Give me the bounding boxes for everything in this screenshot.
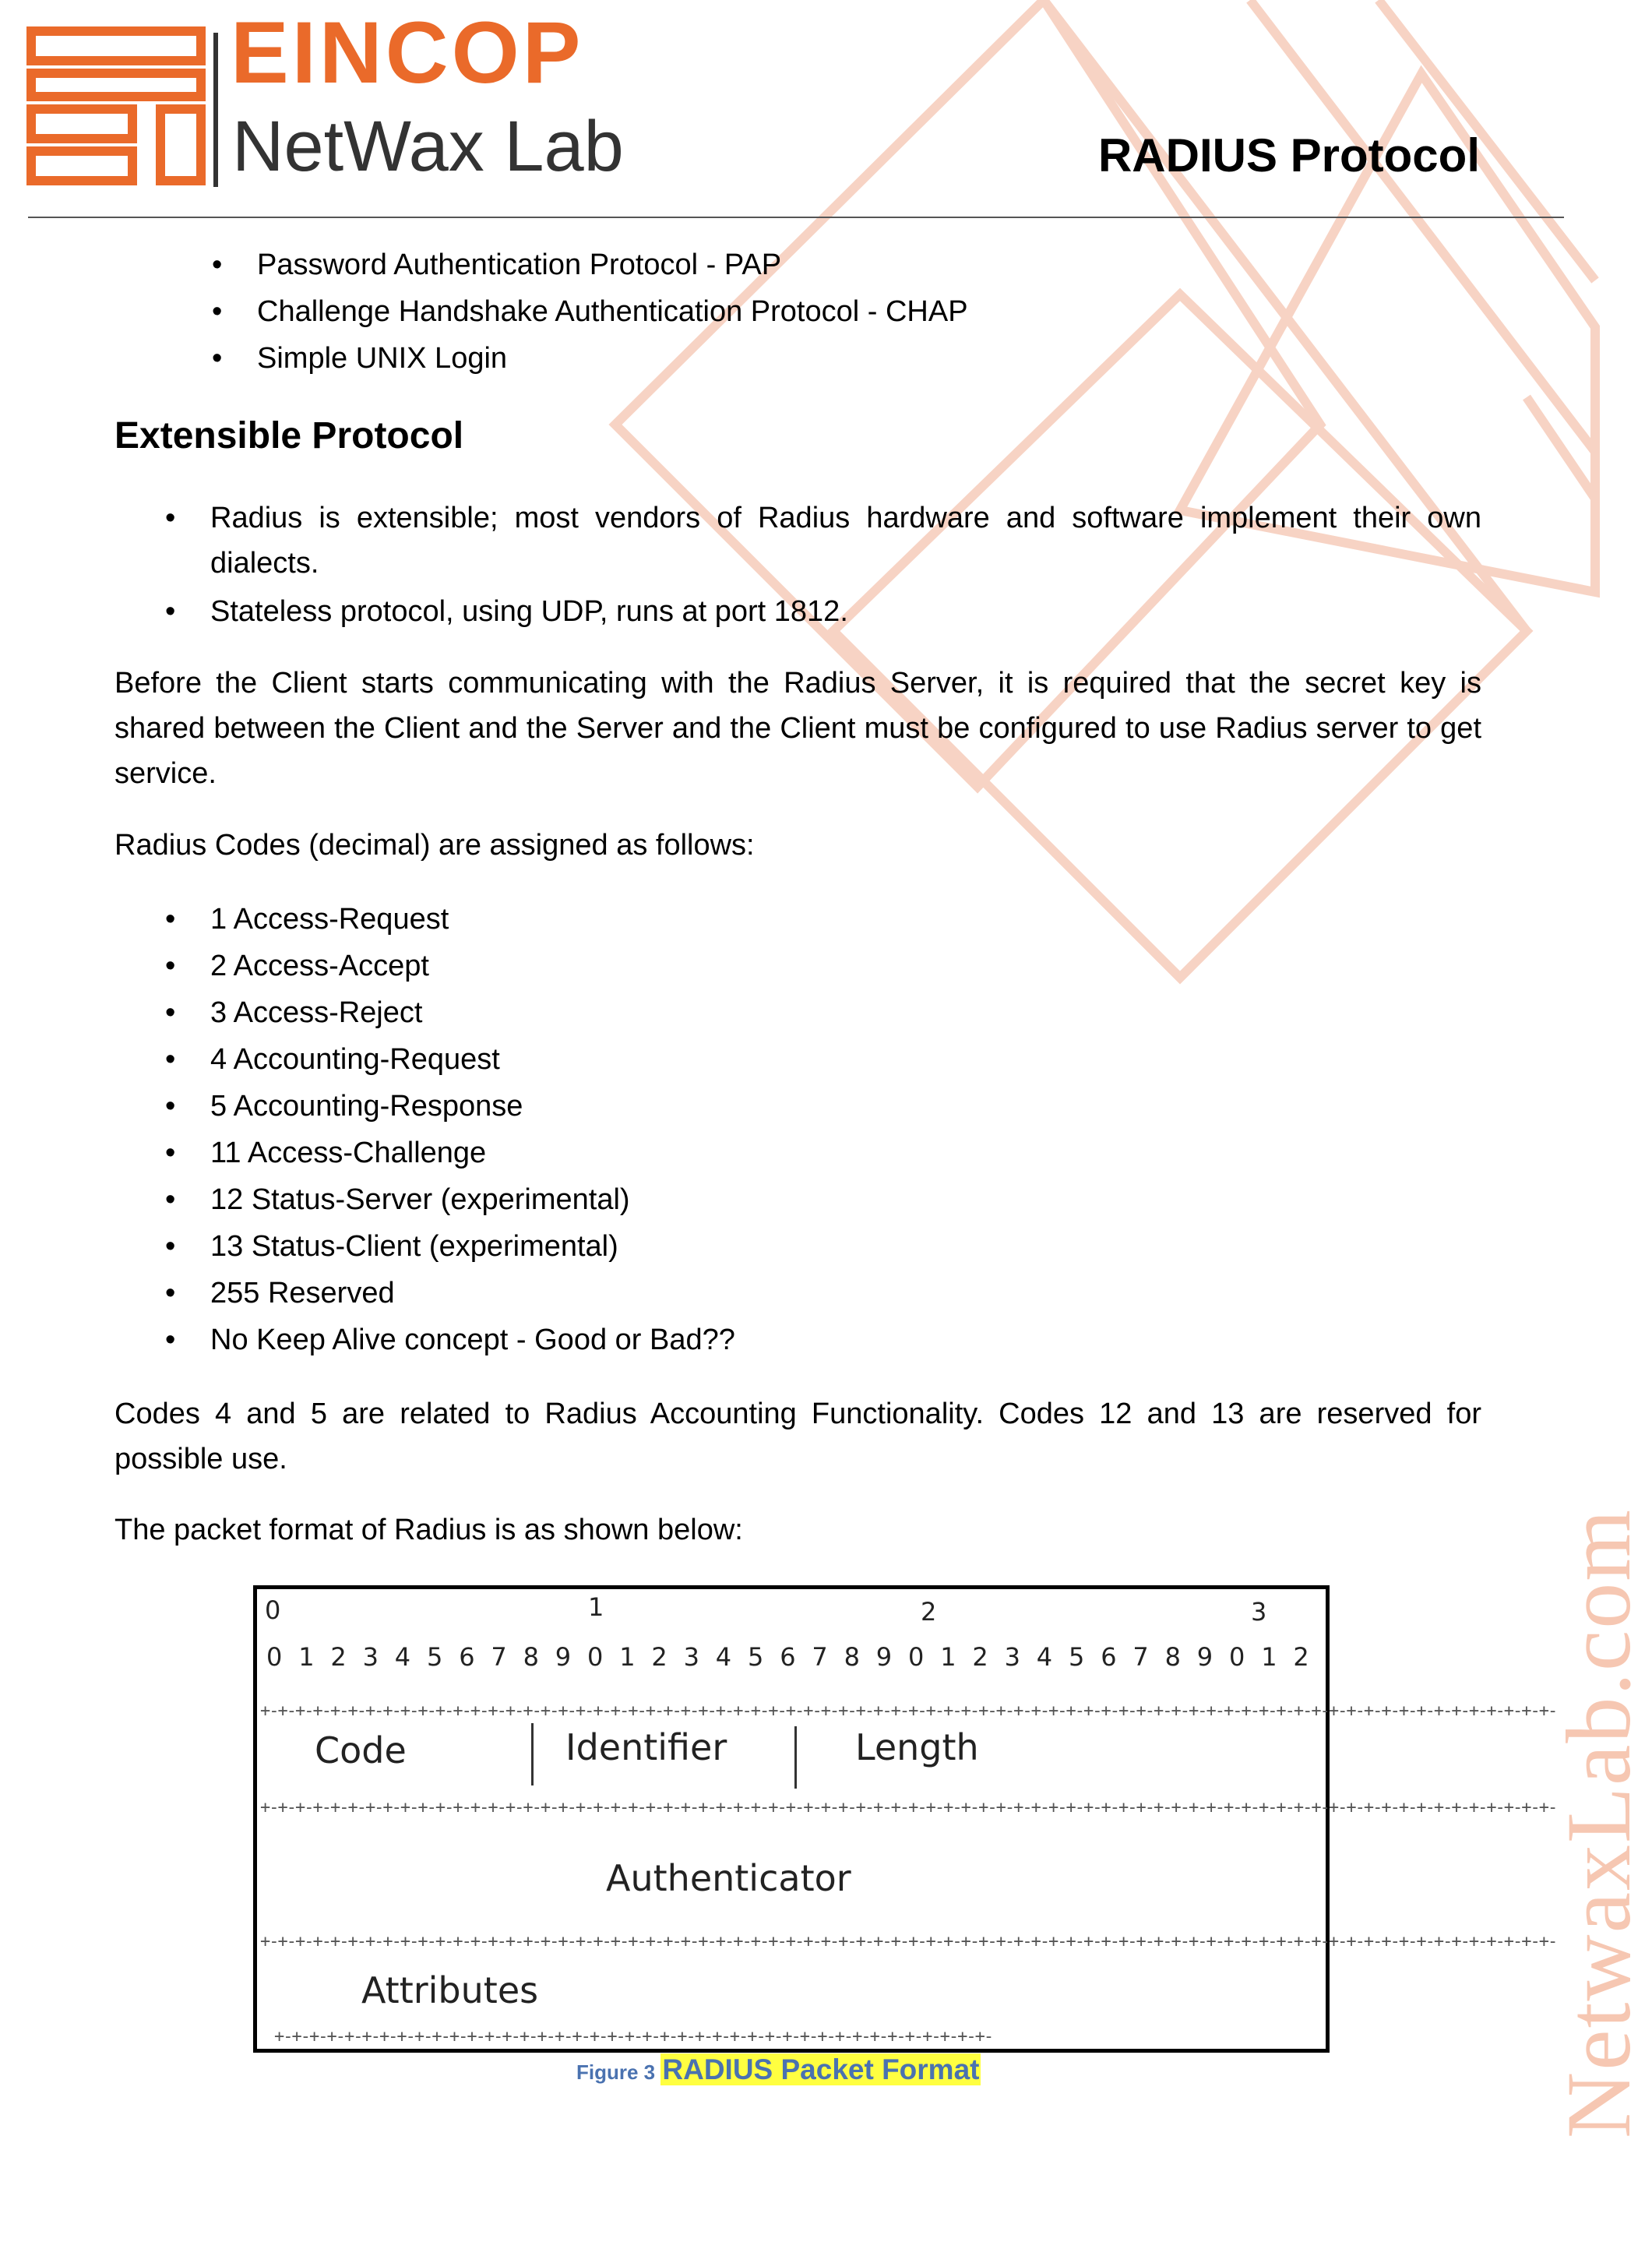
list-item: • 2 Access-Accept (210, 943, 735, 989)
bit-number: 6 (780, 1642, 796, 1672)
bit-number: 5 (427, 1642, 443, 1672)
list-item: • Stateless protocol, using UDP, runs at port 1812. (210, 589, 1481, 634)
list-item: • 3 Access-Reject (210, 989, 735, 1036)
field-divider (531, 1723, 534, 1785)
list-item: • 13 Status-Client (experimental) (210, 1223, 735, 1270)
list-item: • 11 Access-Challenge (210, 1130, 735, 1176)
bit-number: 8 (1164, 1642, 1181, 1672)
row-separator: +-+-+-+-+-+-+-+-+-+-+-+-+-+-+-+-+-+-+-+-+-+-+-+-+-+-+-+-+-+-+-+-+-+-+-+-+-+-+-+-+-+-+-+-+-+-+-+-+-+-+-+-+-+-+-+-+-+-+-+-+-+-+-+-+-+-+-+-+-+-+-+-+-+- (260, 1932, 1557, 1951)
field-length: Length (855, 1726, 979, 1768)
bit-number: 1 (619, 1642, 636, 1672)
bit-number: 1 (940, 1642, 956, 1672)
figure-caption-title: RADIUS Packet Format (662, 2053, 980, 2085)
field-identifier: Identifier (565, 1726, 727, 1768)
paragraph-client: Before the Client starts communicating with the Radius Server, it is required that the secret key is shared between the Client and the Server and the Client must be configured to use Radius server to get service. (114, 667, 1481, 790)
bit-number: 3 (362, 1642, 379, 1672)
paragraph-packet-intro: The packet format of Radius is as shown below: (114, 1514, 743, 1546)
list-item: • 5 Accounting-Response (210, 1083, 735, 1130)
logo-icon (26, 26, 207, 190)
bit-number: 2 (651, 1642, 667, 1672)
watermark-text: NetwaxLab.com (1548, 1507, 1650, 2138)
list-item: • Challenge Handshake Authentication Protocol - CHAP (257, 288, 968, 335)
list-item: • No Keep Alive concept - Good or Bad?? (210, 1317, 735, 1363)
bit-number: 1 (298, 1642, 315, 1672)
bit-number: 5 (748, 1642, 764, 1672)
bit-number: 0 (266, 1642, 283, 1672)
logo-wordmark-bottom: NetWax Lab (232, 107, 624, 186)
header-divider (28, 217, 1564, 218)
bit-number: 7 (491, 1642, 507, 1672)
paragraph-codes-note: Codes 4 and 5 are related to Radius Accounting Functionality. Codes 12 and 13 are reserved for possible use. (114, 1398, 1481, 1475)
row-separator: +-+-+-+-+-+-+-+-+-+-+-+-+-+-+-+-+-+-+-+-+-+-+-+-+-+-+-+-+-+-+-+-+-+-+-+-+-+-+-+-+- (274, 2027, 993, 2046)
bit-number: 2 (1293, 1642, 1309, 1672)
bit-number: 8 (523, 1642, 539, 1672)
list-item: • 1 Access-Request (210, 896, 735, 943)
auth-methods-list (257, 241, 968, 382)
bit-number: 9 (555, 1642, 572, 1672)
logo-divider (213, 33, 218, 187)
bit-number: 0 (587, 1642, 604, 1672)
figure-caption (576, 2053, 981, 2086)
bit-tens-label: 1 (588, 1592, 604, 1622)
bit-number: 1 (1261, 1642, 1277, 1672)
field-code: Code (315, 1729, 407, 1771)
section-heading: Extensible Protocol (114, 415, 464, 456)
list-item: • Simple UNIX Login (257, 335, 968, 382)
list-item: • Radius is extensible; most vendors of Radius hardware and software implement their own dialects. (210, 495, 1481, 586)
bit-number: 9 (875, 1642, 893, 1672)
bit-number: 9 (1196, 1642, 1213, 1672)
bit-number: 4 (715, 1642, 732, 1672)
bit-tens-label: 0 (265, 1595, 281, 1625)
paragraph-codes-intro: Radius Codes (decimal) are assigned as follows: (114, 829, 755, 862)
bit-number: 3 (1004, 1642, 1020, 1672)
list-item: • 4 Accounting-Request (210, 1036, 735, 1083)
logo-wordmark-top: EINCOP (231, 4, 584, 101)
packet-format-diagram (253, 1585, 1557, 2053)
bit-number: 2 (330, 1642, 347, 1672)
bit-number: 5 (1069, 1642, 1085, 1672)
figure-caption-label: Figure 3 (576, 2060, 656, 2084)
list-item: • 12 Status-Server (experimental) (210, 1176, 735, 1223)
company-logo (26, 4, 650, 195)
bit-number: 6 (459, 1642, 475, 1672)
bit-number: 7 (1132, 1642, 1149, 1672)
row-separator: +-+-+-+-+-+-+-+-+-+-+-+-+-+-+-+-+-+-+-+-+-+-+-+-+-+-+-+-+-+-+-+-+-+-+-+-+-+-+-+-+-+-+-+-+-+-+-+-+-+-+-+-+-+-+-+-+-+-+-+-+-+-+-+-+-+-+-+-+-+-+-+-+-+- (260, 1701, 1557, 1721)
document-title: RADIUS Protocol (1097, 129, 1480, 182)
list-item: • Password Authentication Protocol - PAP (257, 241, 968, 288)
bit-tens-label: 3 (1251, 1597, 1267, 1627)
field-attributes: Attributes (361, 1969, 539, 2011)
list-item: • 255 Reserved (210, 1270, 735, 1317)
bit-number: 4 (394, 1642, 411, 1672)
field-divider (794, 1726, 797, 1789)
bit-number: 0 (908, 1642, 925, 1672)
bit-number: 4 (1036, 1642, 1053, 1672)
bit-number: 0 (1229, 1642, 1245, 1672)
bit-number: 6 (1101, 1642, 1117, 1672)
row-separator: +-+-+-+-+-+-+-+-+-+-+-+-+-+-+-+-+-+-+-+-+-+-+-+-+-+-+-+-+-+-+-+-+-+-+-+-+-+-+-+-+-+-+-+-+-+-+-+-+-+-+-+-+-+-+-+-+-+-+-+-+-+-+-+-+-+-+-+-+-+-+-+-+-+- (260, 1798, 1557, 1817)
field-authenticator: Authenticator (606, 1857, 851, 1899)
bit-number: 7 (812, 1642, 828, 1672)
bit-number: 3 (683, 1642, 699, 1672)
extensible-list (210, 495, 1481, 634)
radius-codes-list (210, 896, 735, 1363)
bit-number: 8 (844, 1642, 860, 1672)
bit-tens-label: 2 (921, 1597, 937, 1627)
bit-number: 2 (972, 1642, 988, 1672)
